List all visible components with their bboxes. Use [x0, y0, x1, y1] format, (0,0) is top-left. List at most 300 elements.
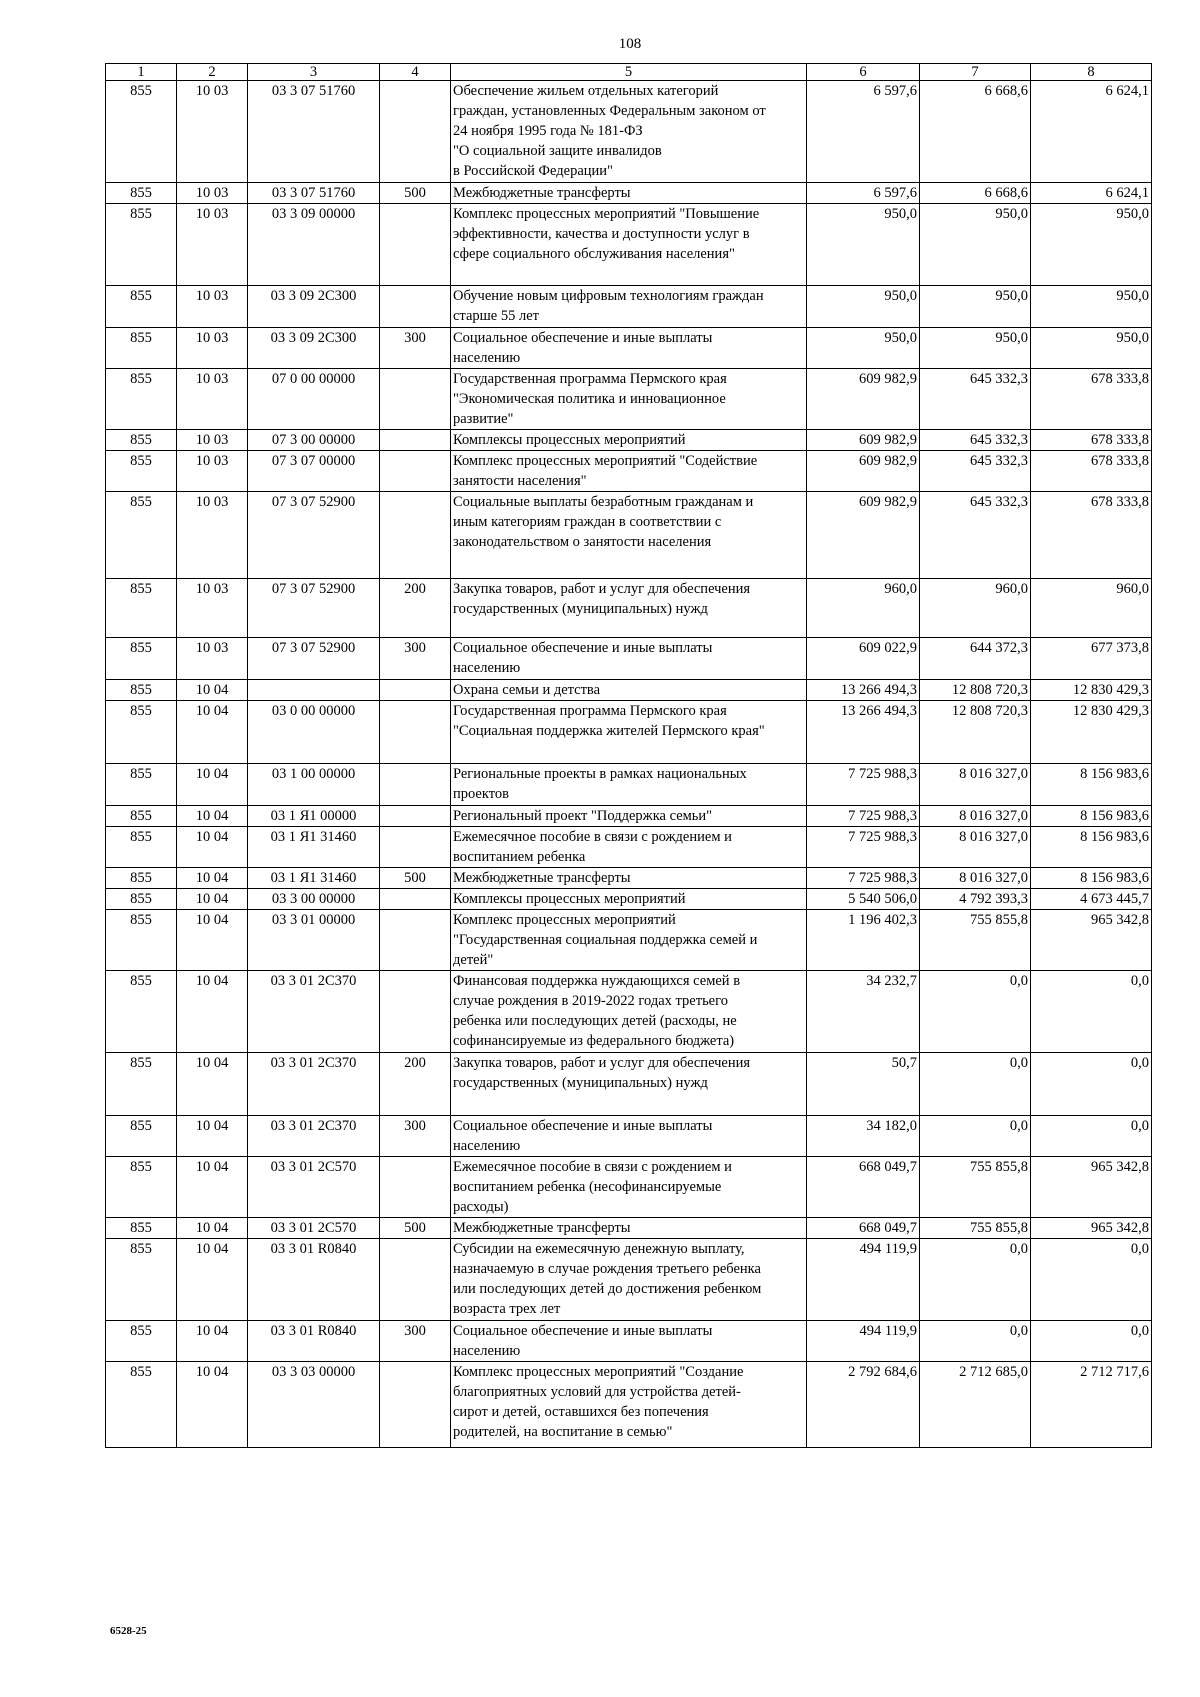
description-line: "О социальной защите инвалидов [453, 143, 662, 159]
description-line: Закупка товаров, работ и услуг для обеспечения [453, 1055, 751, 1071]
admin-code-cell: 855 [106, 328, 177, 369]
description-line: Комплекс процессных мероприятий "Повышение [453, 206, 760, 222]
table-row [106, 910, 1152, 971]
description-line: развитие" [453, 411, 514, 427]
expense-type-cell: 500 [380, 183, 451, 204]
target-article-cell: 03 3 03 00000 [248, 1362, 380, 1448]
description-line: Закупка товаров, работ и услуг для обеспечения [453, 581, 751, 597]
column-number: 5 [451, 64, 807, 81]
section-code-cell: 10 04 [177, 889, 248, 910]
description-line: государственных (муниципальных) нужд [453, 601, 708, 617]
amount-col8-cell: 8 156 983,6 [1031, 868, 1152, 889]
target-article-cell: 07 3 07 00000 [248, 451, 380, 492]
description-line: граждан, установленных Федеральным законом от [453, 103, 766, 119]
section-code-cell: 10 04 [177, 971, 248, 1053]
description-cell [451, 369, 807, 430]
description-line: детей" [453, 952, 494, 968]
table-row [106, 701, 1152, 764]
amount-col7-cell: 0,0 [920, 1239, 1031, 1321]
description-line: Охрана семьи и детства [453, 682, 601, 698]
column-number: 6 [807, 64, 920, 81]
description-line: сирот и детей, оставшихся без попечения [453, 1404, 709, 1420]
target-article-cell: 07 3 07 52900 [248, 492, 380, 579]
target-article-cell: 03 1 Я1 00000 [248, 806, 380, 827]
description-cell [451, 1218, 807, 1239]
amount-col6-cell: 34 232,7 [807, 971, 920, 1053]
description-line: старше 55 лет [453, 308, 539, 324]
expense-type-cell [380, 764, 451, 806]
description-cell [451, 286, 807, 328]
amount-col8-cell: 678 333,8 [1031, 430, 1152, 451]
admin-code-cell: 855 [106, 680, 177, 701]
expense-type-cell [380, 204, 451, 286]
description-line: родителей, на воспитание в семью" [453, 1424, 673, 1440]
description-cell [451, 889, 807, 910]
section-code-cell: 10 03 [177, 81, 248, 183]
admin-code-cell: 855 [106, 183, 177, 204]
column-number: 2 [177, 64, 248, 81]
description-cell [451, 204, 807, 286]
amount-col8-cell: 12 830 429,3 [1031, 701, 1152, 764]
section-code-cell: 10 04 [177, 1116, 248, 1157]
amount-col8-cell: 960,0 [1031, 579, 1152, 638]
target-article-cell: 03 3 07 51760 [248, 183, 380, 204]
admin-code-cell: 855 [106, 451, 177, 492]
target-article-cell: 03 3 01 00000 [248, 910, 380, 971]
target-article-cell: 07 3 07 52900 [248, 579, 380, 638]
amount-col6-cell: 13 266 494,3 [807, 680, 920, 701]
amount-col8-cell: 965 342,8 [1031, 1157, 1152, 1218]
description-cell [451, 1116, 807, 1157]
target-article-cell: 07 3 07 52900 [248, 638, 380, 680]
target-article-cell: 03 3 01 2С370 [248, 971, 380, 1053]
description-line: в Российской Федерации" [453, 163, 613, 179]
admin-code-cell: 855 [106, 868, 177, 889]
description-line: Социальное обеспечение и иные выплаты [453, 1323, 713, 1339]
description-cell [451, 492, 807, 579]
description-line: Государственная программа Пермского края [453, 371, 727, 387]
description-line: Комплексы процессных мероприятий [453, 891, 686, 907]
table-row [106, 369, 1152, 430]
amount-col6-cell: 668 049,7 [807, 1157, 920, 1218]
description-line: Межбюджетные трансферты [453, 1220, 631, 1236]
table-row [106, 81, 1152, 183]
amount-col7-cell: 950,0 [920, 286, 1031, 328]
admin-code-cell: 855 [106, 492, 177, 579]
amount-col7-cell: 950,0 [920, 328, 1031, 369]
description-cell [451, 1362, 807, 1448]
admin-code-cell: 855 [106, 764, 177, 806]
description-line: населению [453, 350, 521, 366]
description-line: Социальное обеспечение и иные выплаты [453, 330, 713, 346]
description-line: населению [453, 1343, 521, 1359]
description-line: Межбюджетные трансферты [453, 870, 631, 886]
description-line: проектов [453, 786, 509, 802]
table-row [106, 430, 1152, 451]
description-cell [451, 183, 807, 204]
expense-type-cell [380, 701, 451, 764]
amount-col8-cell: 677 373,8 [1031, 638, 1152, 680]
expense-type-cell: 300 [380, 638, 451, 680]
table-row [106, 971, 1152, 1053]
description-cell [451, 328, 807, 369]
amount-col7-cell: 8 016 327,0 [920, 764, 1031, 806]
target-article-cell: 03 3 09 2С300 [248, 286, 380, 328]
section-code-cell: 10 03 [177, 579, 248, 638]
description-cell [451, 579, 807, 638]
description-cell [451, 81, 807, 183]
description-line: эффективности, качества и доступности услуг в [453, 226, 750, 242]
section-code-cell: 10 04 [177, 1053, 248, 1116]
section-code-cell: 10 04 [177, 1362, 248, 1448]
amount-col8-cell: 950,0 [1031, 204, 1152, 286]
description-cell [451, 868, 807, 889]
amount-col6-cell: 950,0 [807, 204, 920, 286]
expense-type-cell [380, 680, 451, 701]
amount-col6-cell: 609 022,9 [807, 638, 920, 680]
amount-col8-cell: 4 673 445,7 [1031, 889, 1152, 910]
description-cell [451, 971, 807, 1053]
amount-col6-cell: 6 597,6 [807, 183, 920, 204]
expense-type-cell: 200 [380, 1053, 451, 1116]
section-code-cell: 10 03 [177, 328, 248, 369]
section-code-cell: 10 04 [177, 764, 248, 806]
amount-col8-cell: 678 333,8 [1031, 451, 1152, 492]
target-article-cell: 03 3 01 2С570 [248, 1157, 380, 1218]
amount-col6-cell: 7 725 988,3 [807, 764, 920, 806]
expense-type-cell [380, 971, 451, 1053]
section-code-cell: 10 04 [177, 1157, 248, 1218]
description-line: воспитанием ребенка (несофинансируемые [453, 1179, 722, 1195]
section-code-cell: 10 03 [177, 451, 248, 492]
table-row [106, 1053, 1152, 1116]
amount-col7-cell: 645 332,3 [920, 492, 1031, 579]
footer-code: 6528-25 [110, 1625, 147, 1637]
amount-col7-cell: 0,0 [920, 1321, 1031, 1362]
description-cell [451, 806, 807, 827]
amount-col8-cell: 678 333,8 [1031, 369, 1152, 430]
admin-code-cell: 855 [106, 1362, 177, 1448]
description-line: назначаемую в случае рождения третьего ребенка [453, 1261, 761, 1277]
amount-col7-cell: 12 808 720,3 [920, 680, 1031, 701]
admin-code-cell: 855 [106, 204, 177, 286]
table-row [106, 1116, 1152, 1157]
expense-type-cell [380, 286, 451, 328]
description-line: Социальное обеспечение и иные выплаты [453, 640, 713, 656]
amount-col8-cell: 6 624,1 [1031, 183, 1152, 204]
target-article-cell: 03 3 01 2С370 [248, 1053, 380, 1116]
amount-col6-cell: 34 182,0 [807, 1116, 920, 1157]
admin-code-cell: 855 [106, 286, 177, 328]
amount-col6-cell: 950,0 [807, 286, 920, 328]
description-line: благоприятных условий для устройства детей- [453, 1384, 741, 1400]
admin-code-cell: 855 [106, 430, 177, 451]
amount-col6-cell: 494 119,9 [807, 1321, 920, 1362]
target-article-cell: 07 3 00 00000 [248, 430, 380, 451]
amount-col6-cell: 5 540 506,0 [807, 889, 920, 910]
admin-code-cell: 855 [106, 971, 177, 1053]
expense-type-cell [380, 827, 451, 868]
amount-col6-cell: 609 982,9 [807, 430, 920, 451]
expense-type-cell [380, 451, 451, 492]
amount-col6-cell: 1 196 402,3 [807, 910, 920, 971]
amount-col7-cell: 8 016 327,0 [920, 868, 1031, 889]
amount-col7-cell: 755 855,8 [920, 1218, 1031, 1239]
page-number: 108 [618, 36, 642, 52]
admin-code-cell: 855 [106, 889, 177, 910]
admin-code-cell: 855 [106, 827, 177, 868]
description-line: государственных (муниципальных) нужд [453, 1075, 708, 1091]
amount-col8-cell: 8 156 983,6 [1031, 806, 1152, 827]
expense-type-cell: 500 [380, 868, 451, 889]
amount-col7-cell: 950,0 [920, 204, 1031, 286]
amount-col8-cell: 2 712 717,6 [1031, 1362, 1152, 1448]
target-article-cell: 03 3 09 00000 [248, 204, 380, 286]
amount-col8-cell: 950,0 [1031, 286, 1152, 328]
amount-col6-cell: 668 049,7 [807, 1218, 920, 1239]
description-line: Субсидии на ежемесячную денежную выплату, [453, 1241, 745, 1257]
target-article-cell: 03 1 Я1 31460 [248, 827, 380, 868]
section-code-cell: 10 03 [177, 286, 248, 328]
expense-type-cell [380, 1157, 451, 1218]
table-row [106, 1239, 1152, 1321]
section-code-cell: 10 03 [177, 204, 248, 286]
description-line: Финансовая поддержка нуждающихся семей в [453, 973, 741, 989]
amount-col8-cell: 950,0 [1031, 328, 1152, 369]
description-line: Комплекс процессных мероприятий "Содействие [453, 453, 758, 469]
description-line: Комплекс процессных мероприятий "Создание [453, 1364, 744, 1380]
column-number: 4 [380, 64, 451, 81]
amount-col8-cell: 0,0 [1031, 1239, 1152, 1321]
description-line: воспитанием ребенка [453, 849, 586, 865]
expense-type-cell [380, 910, 451, 971]
amount-col6-cell: 7 725 988,3 [807, 827, 920, 868]
amount-col7-cell: 0,0 [920, 1053, 1031, 1116]
table-row [106, 183, 1152, 204]
amount-col7-cell: 755 855,8 [920, 910, 1031, 971]
description-line: занятости населения" [453, 473, 587, 489]
section-code-cell: 10 03 [177, 183, 248, 204]
description-line: населению [453, 1138, 521, 1154]
amount-col8-cell: 0,0 [1031, 971, 1152, 1053]
target-article-cell: 03 3 01 2С370 [248, 1116, 380, 1157]
expense-type-cell: 300 [380, 328, 451, 369]
target-article-cell: 03 3 07 51760 [248, 81, 380, 183]
amount-col8-cell: 678 333,8 [1031, 492, 1152, 579]
description-cell [451, 827, 807, 868]
table-row [106, 286, 1152, 328]
expense-type-cell: 300 [380, 1321, 451, 1362]
amount-col6-cell: 960,0 [807, 579, 920, 638]
table-row [106, 1218, 1152, 1239]
section-code-cell: 10 04 [177, 1321, 248, 1362]
table-row [106, 451, 1152, 492]
amount-col6-cell: 2 792 684,6 [807, 1362, 920, 1448]
description-line: "Социальная поддержка жителей Пермского края" [453, 723, 765, 739]
column-number: 3 [248, 64, 380, 81]
table-body [106, 81, 1152, 1448]
description-line: или последующих детей до достижения ребенком [453, 1281, 762, 1297]
amount-col8-cell: 8 156 983,6 [1031, 764, 1152, 806]
admin-code-cell: 855 [106, 1116, 177, 1157]
amount-col7-cell: 2 712 685,0 [920, 1362, 1031, 1448]
description-line: расходы) [453, 1199, 509, 1215]
section-code-cell: 10 04 [177, 1218, 248, 1239]
description-cell [451, 1157, 807, 1218]
description-line: Региональные проекты в рамках национальных [453, 766, 747, 782]
table-row [106, 680, 1152, 701]
target-article-cell: 03 0 00 00000 [248, 701, 380, 764]
description-line: Ежемесячное пособие в связи с рождением и [453, 829, 732, 845]
table-row [106, 579, 1152, 638]
description-line: Государственная программа Пермского края [453, 703, 727, 719]
amount-col6-cell: 609 982,9 [807, 492, 920, 579]
description-line: Комплекс процессных мероприятий [453, 912, 676, 928]
description-line: 24 ноября 1995 года № 181-ФЗ [453, 123, 643, 139]
description-cell [451, 430, 807, 451]
amount-col6-cell: 7 725 988,3 [807, 806, 920, 827]
amount-col7-cell: 0,0 [920, 971, 1031, 1053]
admin-code-cell: 855 [106, 806, 177, 827]
budget-table [105, 63, 1152, 1448]
target-article-cell: 03 3 01 R0840 [248, 1321, 380, 1362]
description-cell [451, 701, 807, 764]
amount-col8-cell: 0,0 [1031, 1116, 1152, 1157]
description-line: сфере социального обслуживания населения" [453, 246, 735, 262]
admin-code-cell: 855 [106, 701, 177, 764]
amount-col7-cell: 644 372,3 [920, 638, 1031, 680]
description-cell [451, 910, 807, 971]
expense-type-cell [380, 1362, 451, 1448]
amount-col7-cell: 8 016 327,0 [920, 806, 1031, 827]
admin-code-cell: 855 [106, 1239, 177, 1321]
table-row [106, 638, 1152, 680]
amount-col8-cell: 0,0 [1031, 1053, 1152, 1116]
expense-type-cell [380, 806, 451, 827]
description-line: Социальные выплаты безработным гражданам и [453, 494, 754, 510]
section-code-cell: 10 04 [177, 827, 248, 868]
section-code-cell: 10 04 [177, 1239, 248, 1321]
target-article-cell: 03 1 00 00000 [248, 764, 380, 806]
amount-col7-cell: 645 332,3 [920, 430, 1031, 451]
amount-col7-cell: 755 855,8 [920, 1157, 1031, 1218]
amount-col7-cell: 645 332,3 [920, 369, 1031, 430]
amount-col6-cell: 609 982,9 [807, 369, 920, 430]
table-row [106, 764, 1152, 806]
table-row [106, 868, 1152, 889]
admin-code-cell: 855 [106, 1053, 177, 1116]
description-cell [451, 1239, 807, 1321]
table-row [106, 827, 1152, 868]
section-code-cell: 10 03 [177, 492, 248, 579]
amount-col8-cell: 12 830 429,3 [1031, 680, 1152, 701]
amount-col7-cell: 645 332,3 [920, 451, 1031, 492]
expense-type-cell [380, 369, 451, 430]
description-line: Комплексы процессных мероприятий [453, 432, 686, 448]
description-line: законодательством о занятости населения [453, 534, 712, 550]
section-code-cell: 10 04 [177, 701, 248, 764]
admin-code-cell: 855 [106, 910, 177, 971]
section-code-cell: 10 03 [177, 369, 248, 430]
description-line: возраста трех лет [453, 1301, 561, 1317]
description-line: Региональный проект "Поддержка семьи" [453, 808, 713, 824]
description-line: случае рождения в 2019-2022 годах третьего [453, 993, 728, 1009]
section-code-cell: 10 04 [177, 868, 248, 889]
description-cell [451, 638, 807, 680]
table-row [106, 806, 1152, 827]
expense-type-cell [380, 430, 451, 451]
amount-col8-cell: 0,0 [1031, 1321, 1152, 1362]
amount-col7-cell: 4 792 393,3 [920, 889, 1031, 910]
column-number: 7 [920, 64, 1031, 81]
target-article-cell: 03 1 Я1 31460 [248, 868, 380, 889]
description-line: Ежемесячное пособие в связи с рождением и [453, 1159, 732, 1175]
description-cell [451, 451, 807, 492]
description-line: Обеспечение жильем отдельных категорий [453, 83, 719, 99]
table-row [106, 1157, 1152, 1218]
admin-code-cell: 855 [106, 638, 177, 680]
amount-col7-cell: 6 668,6 [920, 81, 1031, 183]
column-number: 8 [1031, 64, 1152, 81]
description-line: ребенка или последующих детей (расходы, не [453, 1013, 737, 1029]
expense-type-cell [380, 492, 451, 579]
target-article-cell: 03 3 09 2С300 [248, 328, 380, 369]
admin-code-cell: 855 [106, 1218, 177, 1239]
expense-type-cell [380, 81, 451, 183]
admin-code-cell: 855 [106, 81, 177, 183]
section-code-cell: 10 03 [177, 430, 248, 451]
description-line: Межбюджетные трансферты [453, 185, 631, 201]
amount-col6-cell: 13 266 494,3 [807, 701, 920, 764]
column-number: 1 [106, 64, 177, 81]
table-row [106, 1321, 1152, 1362]
target-article-cell: 03 3 01 R0840 [248, 1239, 380, 1321]
description-line: "Государственная социальная поддержка семей и [453, 932, 758, 948]
table-row [106, 328, 1152, 369]
expense-type-cell: 200 [380, 579, 451, 638]
target-article-cell [248, 680, 380, 701]
column-number-row [106, 64, 1152, 81]
section-code-cell: 10 04 [177, 806, 248, 827]
expense-type-cell [380, 889, 451, 910]
amount-col6-cell: 950,0 [807, 328, 920, 369]
admin-code-cell: 855 [106, 1157, 177, 1218]
description-line: "Экономическая политика и инновационное [453, 391, 726, 407]
expense-type-cell [380, 1239, 451, 1321]
amount-col7-cell: 8 016 327,0 [920, 827, 1031, 868]
description-line: Обучение новым цифровым технологиям граждан [453, 288, 764, 304]
description-cell [451, 764, 807, 806]
amount-col7-cell: 960,0 [920, 579, 1031, 638]
amount-col8-cell: 965 342,8 [1031, 910, 1152, 971]
expense-type-cell: 300 [380, 1116, 451, 1157]
amount-col6-cell: 6 597,6 [807, 81, 920, 183]
description-cell [451, 1321, 807, 1362]
description-cell [451, 1053, 807, 1116]
expense-type-cell: 500 [380, 1218, 451, 1239]
amount-col8-cell: 8 156 983,6 [1031, 827, 1152, 868]
description-line: Социальное обеспечение и иные выплаты [453, 1118, 713, 1134]
section-code-cell: 10 03 [177, 638, 248, 680]
admin-code-cell: 855 [106, 579, 177, 638]
amount-col6-cell: 609 982,9 [807, 451, 920, 492]
amount-col8-cell: 6 624,1 [1031, 81, 1152, 183]
amount-col7-cell: 0,0 [920, 1116, 1031, 1157]
description-line: софинансируемые из федерального бюджета) [453, 1033, 735, 1049]
description-line: иным категориям граждан в соответствии с [453, 514, 722, 530]
amount-col6-cell: 494 119,9 [807, 1239, 920, 1321]
section-code-cell: 10 04 [177, 910, 248, 971]
